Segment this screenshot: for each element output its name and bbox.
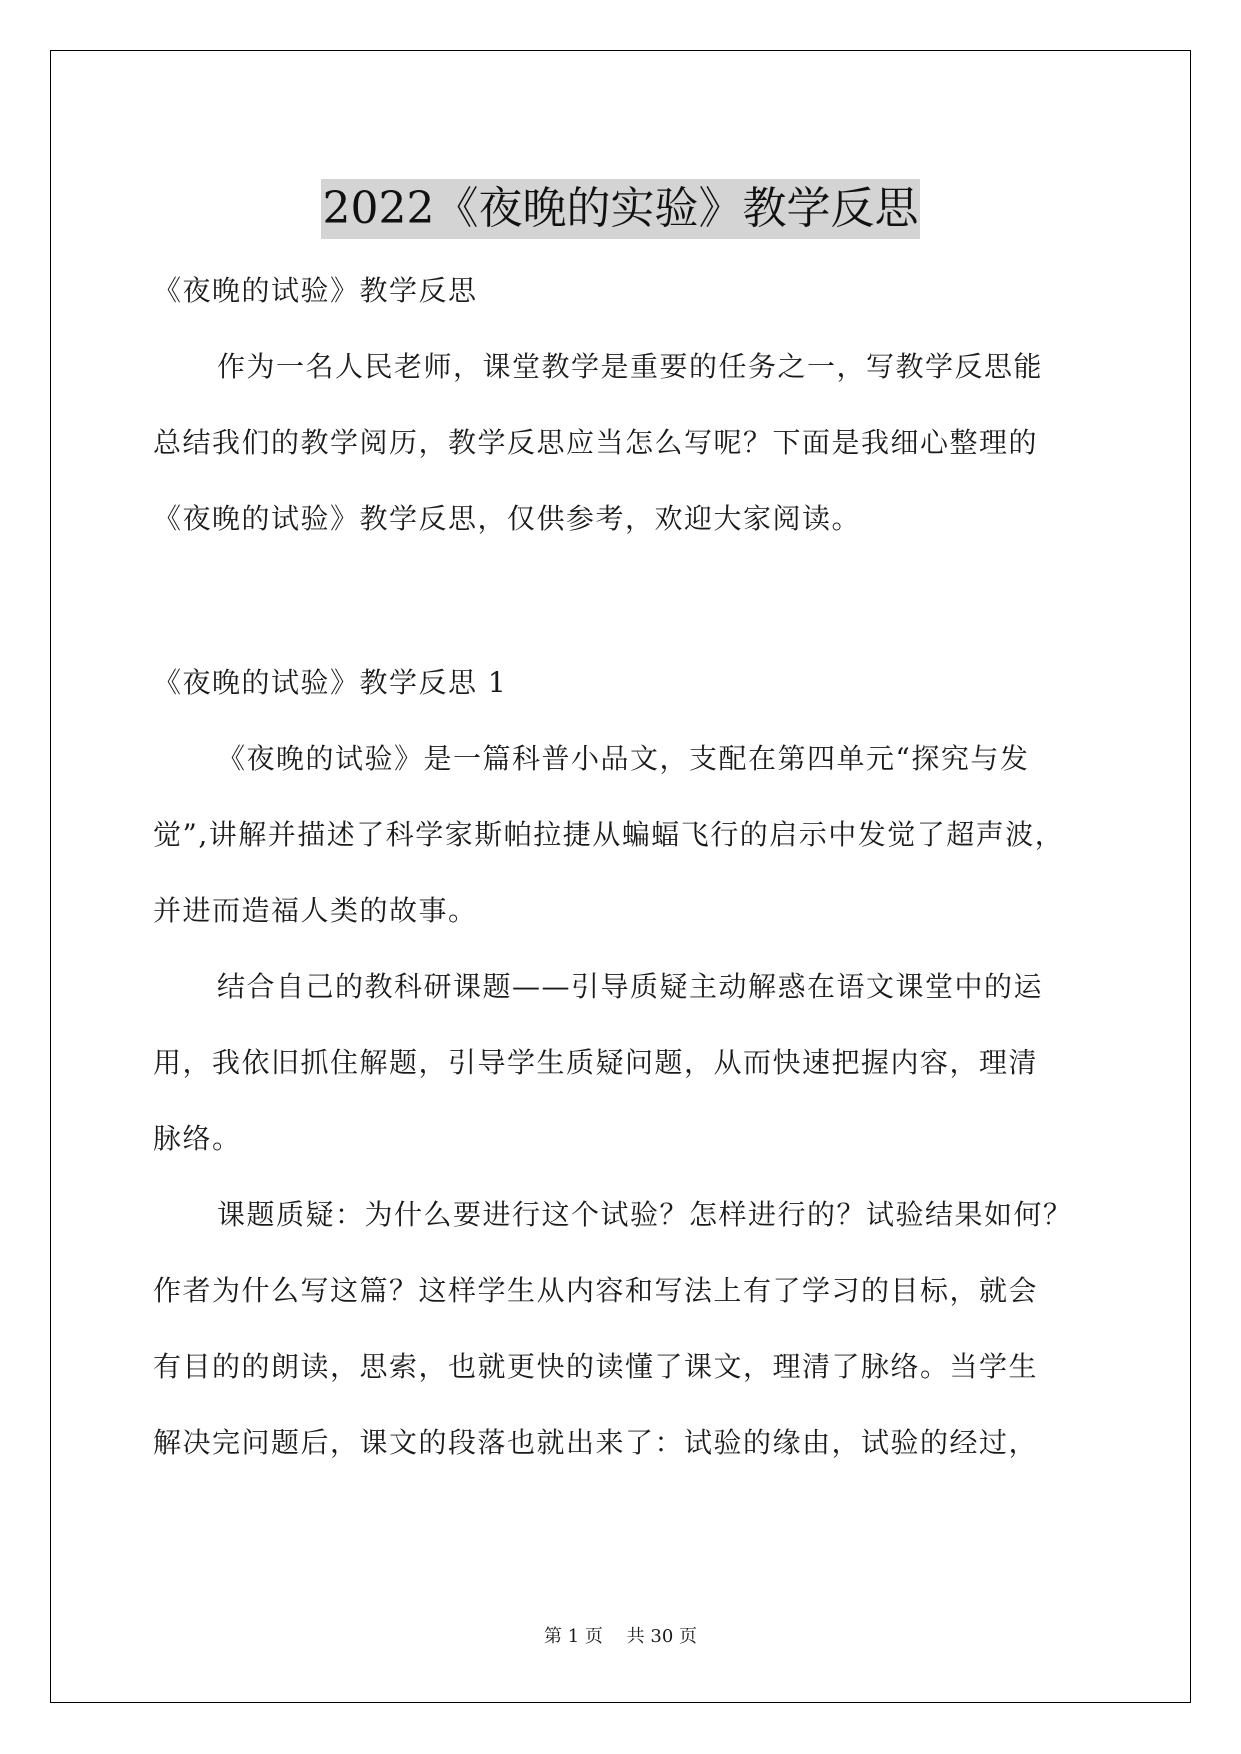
paragraph-line: 课题质疑：为什么要进行这个试验？怎样进行的？试验结果如何？ [217, 1198, 1073, 1231]
document-title: 2022《夜晚的实验》教学反思 [321, 179, 921, 239]
page-number: 第 1 页 [544, 1626, 603, 1647]
paragraph-line: 觉”,讲解并描述了科学家斯帕拉捷从蝙蝠飞行的启示中发觉了超声波， [153, 818, 1065, 851]
paragraph-line: 有目的的朗读，思索，也就更快的读懂了课文，理清了脉络。当学生 [153, 1350, 1039, 1383]
document-body [153, 253, 1093, 1481]
section-heading: 《夜晚的试验》教学反思 [153, 274, 478, 307]
paragraph-line: 总结我们的教学阅历，教学反思应当怎么写呢？下面是我细心整理的 [153, 426, 1039, 459]
paragraph-line: 结合自己的教科研课题——引导质疑主动解惑在语文课堂中的运 [217, 970, 1044, 1003]
title-container [0, 150, 1241, 269]
paragraph-line: 脉络。 [153, 1122, 242, 1155]
paragraph-line: 作为一名人民老师，课堂教学是重要的任务之一，写教学反思能 [217, 350, 1044, 383]
paragraph-line: 解决完问题后，课文的段落也就出来了：试验的缘由，试验的经过， [153, 1426, 1039, 1459]
section-heading: 《夜晚的试验》教学反思 1 [153, 666, 508, 699]
paragraph-line: 作者为什么写这篇？这样学生从内容和写法上有了学习的目标，就会 [153, 1274, 1039, 1307]
paragraph-gap [153, 557, 1093, 645]
paragraph-line: 《夜晚的试验》教学反思，仅供参考，欢迎大家阅读。 [153, 502, 862, 535]
page-total: 共 30 页 [626, 1626, 697, 1647]
paragraph-line: 《夜晚的试验》是一篇科普小品文，支配在第四单元“探究与发 [217, 742, 1030, 775]
page-footer [0, 1622, 1241, 1648]
paragraph-line: 并进而造福人类的故事。 [153, 894, 478, 927]
paragraph-line: 用，我依旧抓住解题，引导学生质疑问题，从而快速把握内容，理清 [153, 1046, 1039, 1079]
